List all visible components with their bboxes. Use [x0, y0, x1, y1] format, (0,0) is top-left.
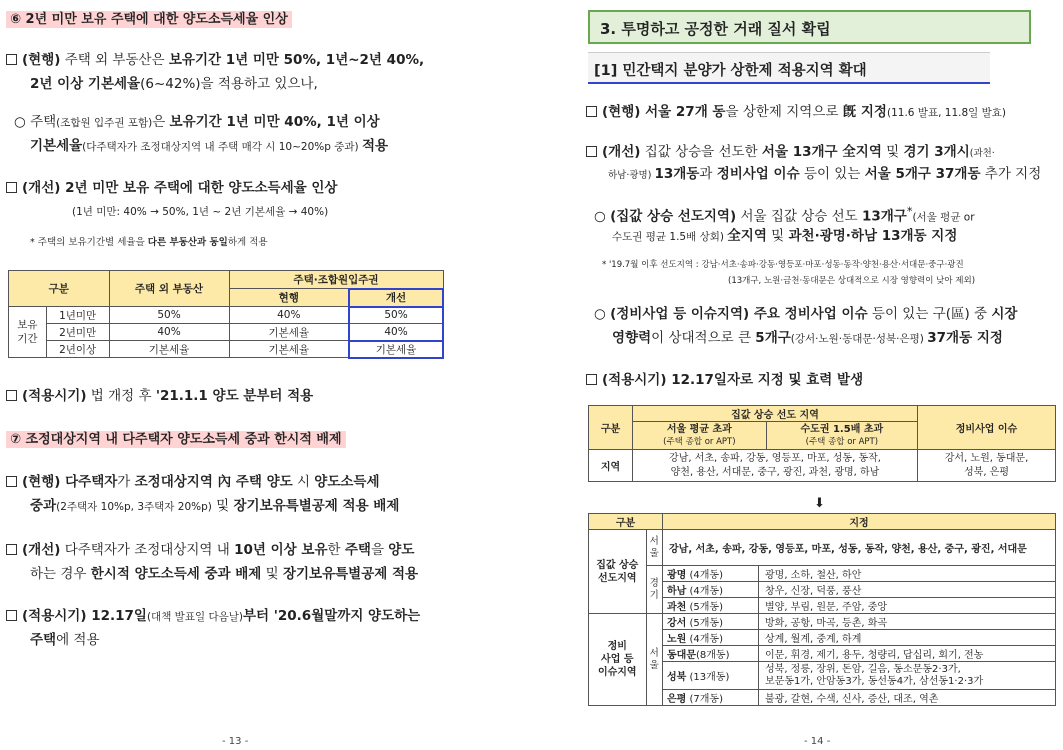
table-header-cell: 정비사업 이슈 — [918, 406, 1056, 450]
text-run: * — [30, 237, 38, 248]
text-run: 다주택자가 조정대상지역 내 — [60, 542, 235, 558]
table-cell — [663, 582, 759, 598]
text-run: ⑦ 조정대상지역 내 다주택자 양도소득세 중과 한시적 배제 — [6, 431, 346, 448]
th-gubun: 구분 — [9, 271, 110, 307]
text-run: 조정대상지역 內 주택 양도 — [134, 474, 293, 490]
r-para-issue-cont — [612, 326, 1003, 351]
text-run: 및 — [881, 144, 904, 160]
text-run: 과천 — [667, 602, 687, 613]
text-run: 全지역 — [727, 228, 767, 244]
text-run: (4개동) — [686, 634, 723, 645]
text-run: (4개동) — [686, 586, 723, 597]
table-cell: 50% — [109, 307, 229, 324]
text-run: 및 — [766, 228, 789, 244]
para-current-cont — [30, 72, 318, 96]
para-improve — [6, 176, 337, 200]
text-run: (현행) 서울 27개 동 — [602, 104, 726, 120]
text-run: 주택 외 부동산은 — [60, 52, 169, 68]
text-run: (현행) — [22, 52, 61, 68]
r-para-lead-cont — [612, 224, 957, 249]
text-run: (7개동) — [686, 694, 723, 705]
text-run: (개선) — [602, 144, 641, 160]
table-row — [589, 614, 1056, 630]
note — [30, 234, 268, 248]
text-run: 노원 — [667, 634, 687, 645]
text-run: 한시적 양도소득세 중과 배제 — [90, 566, 262, 582]
para-multi-current — [6, 470, 380, 494]
table-row — [9, 341, 444, 358]
table-row — [9, 324, 444, 341]
text-run: 37개동 지정 — [927, 330, 1003, 346]
table-row — [589, 566, 1056, 582]
circle-bullet-icon: ○ — [14, 114, 31, 130]
text-run: (5개동) — [686, 618, 723, 629]
text-run: (13개동) — [686, 672, 730, 683]
text-run: (주택 종합 or APT) — [805, 436, 879, 447]
para-multi-improve — [6, 538, 414, 562]
designation-table — [588, 513, 1056, 706]
text-run: 보유기간 1년 미만 50%, 1년~2년 40%, — [168, 52, 425, 68]
table-cell — [663, 630, 759, 646]
text-run: 장기보유특별공제 적용 — [282, 566, 419, 582]
text-run: 10년 이상 보유 — [234, 542, 328, 558]
para-multi-improve-cont — [30, 562, 418, 586]
table-cell — [663, 646, 759, 662]
text-run: 을 — [370, 542, 389, 558]
text-run: 주택의 보유기간별 세율을 — [37, 237, 148, 248]
table-cell: 집값 상승 선도지역 — [589, 530, 647, 614]
table-cell — [663, 690, 759, 706]
text-run: 과 — [699, 166, 717, 182]
text-run: 강서 — [667, 618, 687, 629]
r-note1: * '19.7월 이후 선도지역 : 강남·서초·송파·강동·영등포·마포·성동·동작·양천·용산·서대문·중구·광진 — [602, 260, 964, 270]
para-improve-detail: (1년 미만: 40% → 50%, 1년 ~ 2년 기본세율 → 40%) — [72, 206, 329, 218]
table-cell: 서울 — [646, 530, 662, 566]
text-run: 2년 이상 기본세율 — [30, 76, 141, 92]
table-cell: 방화, 공항, 마곡, 등촌, 화곡 — [759, 614, 1056, 630]
page-number: - 14 - — [804, 736, 831, 747]
table-cell: 서울 — [646, 614, 662, 706]
table-cell: 기본세율 — [229, 341, 349, 358]
para-multi-timing-cont — [30, 628, 100, 652]
table-cell — [663, 598, 759, 614]
para-multi-timing — [6, 604, 420, 629]
text-run: 가 — [117, 474, 135, 490]
text-run: 하남 — [667, 586, 687, 597]
text-run: 시 — [292, 474, 315, 490]
table-header-cell — [766, 422, 917, 450]
text-run: (개선) 2년 미만 보유 주택에 대한 양도소득세율 인상 — [22, 180, 338, 196]
checkbox-bullet-icon — [586, 146, 597, 157]
text-run: 서울 집값 상승 선도 — [736, 208, 862, 225]
text-run: 광명 — [667, 570, 687, 581]
text-run: 다른 부동산과 동일 — [147, 237, 228, 248]
table-cell: 기본세율 — [229, 324, 349, 341]
table-row — [589, 530, 1056, 566]
text-run: 법 개정 후 — [86, 388, 156, 404]
text-run: 추가 지정 — [980, 166, 1042, 182]
table-cell — [663, 662, 759, 690]
text-run: * — [906, 205, 913, 218]
text-run: 등이 있는 — [799, 166, 865, 182]
checkbox-bullet-icon — [6, 544, 17, 555]
text-run: (8개동) — [695, 650, 730, 661]
table-header-cell: 구분 — [589, 406, 633, 450]
text-run: 수도권 평균 1.5배 상회) — [612, 231, 728, 243]
table-cell — [663, 614, 759, 630]
text-run: 적용 — [361, 138, 389, 154]
checkbox-bullet-icon — [586, 106, 597, 117]
text-run: 주택 — [344, 542, 371, 558]
table-cell: 보유 기간 — [9, 307, 47, 358]
text-run: 주택 — [30, 632, 57, 648]
para-timing — [6, 384, 313, 408]
text-run: 은평 — [667, 694, 687, 705]
text-run: (집값 상승 선도지역) — [610, 208, 737, 225]
table-cell: 상계, 월계, 중계, 하계 — [759, 630, 1056, 646]
text-run: 이 상대적으로 큰 — [651, 330, 756, 346]
text-run: 서울 평균 초과 — [666, 423, 732, 435]
th-new: 개선 — [349, 289, 443, 307]
text-run: (대책 발표일 다음날) — [146, 611, 243, 623]
table-cell: 기본세율 — [349, 341, 443, 358]
table-cell: 이문, 휘경, 제기, 용두, 청량리, 답십리, 회기, 전농 — [759, 646, 1056, 662]
text-run: 및 — [261, 566, 283, 582]
text-run: 하는 경우 — [30, 566, 91, 582]
th-current: 현행 — [229, 289, 349, 307]
section-title: 3. 투명하고 공정한 거래 질서 확립 — [588, 10, 1031, 44]
table-cell: 정비 사업 등 이슈지역 — [589, 614, 647, 706]
text-run: 과천·광명·하남 13개동 지정 — [788, 228, 958, 244]
text-run: 기본세율 — [30, 138, 83, 154]
checkbox-bullet-icon — [586, 374, 597, 385]
text-run: (5개동) — [686, 602, 723, 613]
table-row — [9, 307, 444, 324]
region-table — [588, 405, 1056, 482]
table-cell: 별양, 부림, 원문, 주암, 중앙 — [759, 598, 1056, 614]
text-run: 을 상한제 지역으로 — [725, 104, 843, 120]
text-run: 부터 '20.6월말까지 양도하는 — [242, 608, 421, 624]
table-header-cell: 구분 — [589, 514, 663, 530]
table-cell: 강서, 노원, 동대문, 성북, 은평 — [918, 450, 1056, 482]
text-run: 13개동 — [654, 166, 700, 182]
text-run: 성북 — [667, 672, 687, 683]
text-run: (11.6 발표, 11.8일 발효) — [886, 107, 1007, 119]
text-run: (4개동) — [686, 570, 723, 581]
text-run: 에 적용 — [56, 632, 100, 648]
text-run: 수도권 1.5배 초과 — [800, 423, 884, 435]
text-run: 경기 3개시 — [903, 144, 970, 160]
text-run: 양도 — [388, 542, 415, 558]
text-run: 정비사업 이슈 — [716, 166, 800, 182]
table-cell: 불광, 갈현, 수색, 신사, 증산, 대조, 역촌 — [759, 690, 1056, 706]
text-run: 13개구 — [861, 208, 907, 225]
text-run: 하남·광명) — [608, 170, 655, 181]
table-cell: 창우, 신장, 덕풍, 풍산 — [759, 582, 1056, 598]
r-para-improve-cont — [608, 162, 1041, 188]
text-run: (2주택자 10%p, 3주택자 20%p) — [56, 501, 212, 513]
table-row — [589, 450, 1056, 482]
checkbox-bullet-icon — [6, 476, 17, 487]
para-house-cont — [30, 134, 388, 159]
text-run: (6~42%)을 적용하고 있으나, — [140, 76, 318, 92]
text-run: (주택 종합 or APT) — [663, 436, 736, 447]
text-run: 및 — [211, 498, 234, 514]
text-run: 영향력 — [612, 330, 652, 346]
table-cell: 50% — [349, 307, 443, 324]
checkbox-bullet-icon — [6, 390, 17, 401]
table-cell: 1년미만 — [46, 307, 109, 324]
table-cell: 지역 — [589, 450, 633, 482]
text-run: 하게 적용 — [227, 237, 268, 248]
text-run: 旣 지정 — [842, 104, 887, 120]
heading-7 — [6, 428, 346, 447]
table-cell — [663, 566, 759, 582]
text-run: 5개구 — [755, 330, 791, 346]
text-run: 양도소득세 — [314, 474, 380, 490]
para-multi-current-cont — [30, 494, 399, 519]
text-run: (서울 평균 or — [912, 211, 975, 224]
table-cell: 2년미만 — [46, 324, 109, 341]
text-run: (조합원 입주권 포함) — [56, 117, 153, 129]
table-header-cell: 지정 — [663, 514, 1056, 530]
table-cell: 40% — [349, 324, 443, 341]
r-note2: (13개구, 노원·금천·동대문은 상대적으로 시장 영향력이 낮아 제외) — [728, 276, 976, 286]
table-cell: 40% — [229, 307, 349, 324]
table-cell: 강남, 서초, 송파, 강동, 영등포, 마포, 성동, 동작, 양천, 용산, 중구, 광진, 서대문 — [663, 530, 1056, 566]
table-cell: 성북, 정릉, 장위, 돈암, 길음, 동소문동2·3가, 보문동1가, 안암동3가, 동선동4가, 삼선동1·2·3가 — [759, 662, 1056, 690]
table-header-cell — [633, 422, 767, 450]
right-page — [580, 0, 1063, 750]
page-number: - 13 - — [222, 736, 249, 747]
tax-rate-table — [8, 270, 444, 359]
r-para-current — [586, 100, 1006, 125]
text-run: 시장 — [991, 306, 1018, 322]
text-run: (적용시기) 12.17일 — [22, 608, 147, 624]
text-run: (과천· — [969, 148, 995, 159]
down-arrow-icon: ⬇ — [814, 496, 825, 511]
text-run: 집값 상승을 선도한 — [640, 144, 762, 160]
th-house: 주택·조합원입주권 — [229, 271, 443, 289]
text-run: (적용시기) 12.17일자로 지정 및 효력 발생 — [602, 372, 864, 388]
r-para-issue — [594, 302, 1017, 326]
r-para-timing — [586, 368, 863, 392]
table-cell: 경기 — [646, 566, 662, 614]
text-run: 동대문 — [667, 650, 696, 661]
text-run: (개선) — [22, 542, 61, 558]
text-run: 장기보유특별공제 적용 배제 — [233, 498, 400, 514]
text-run: ⑥ 2년 미만 보유 주택에 대한 양도소득세율 인상 — [6, 11, 292, 28]
text-run: (정비사업 등 이슈지역) 주요 정비사업 이슈 — [610, 306, 868, 322]
table-cell: 40% — [109, 324, 229, 341]
text-run: (현행) 다주택자 — [22, 474, 118, 490]
table-cell: 2년이상 — [46, 341, 109, 358]
text-run: 서울 5개구 37개동 — [864, 166, 981, 182]
table-header-cell: 집값 상승 선도 지역 — [633, 406, 918, 422]
text-run: 등이 있는 구(區) 중 — [867, 306, 992, 322]
text-run: '21.1.1 양도 분부터 적용 — [155, 388, 314, 404]
text-run: 한 — [327, 542, 345, 558]
text-run: (강서·노원·동대문·성북·은평) — [790, 333, 928, 345]
table-cell: 강남, 서초, 송파, 강동, 영등포, 마포, 성동, 동작, 양천, 용산, 서대문, 중구, 광진, 과천, 광명, 하남 — [633, 450, 918, 482]
text-run: 중과 — [30, 498, 57, 514]
sub-title: [1] 민간택지 분양가 상한제 적용지역 확대 — [588, 52, 990, 84]
checkbox-bullet-icon — [6, 54, 17, 65]
checkbox-bullet-icon — [6, 610, 17, 621]
table-cell: 광명, 소하, 철산, 하안 — [759, 566, 1056, 582]
para-house — [14, 110, 380, 135]
text-run: 은 — [152, 114, 170, 130]
checkbox-bullet-icon — [6, 182, 17, 193]
table-cell: 기본세율 — [109, 341, 229, 358]
text-run: 보유기간 1년 미만 40%, 1년 이상 — [169, 114, 380, 130]
text-run: 서울 13개구 全지역 — [761, 144, 882, 160]
th-other: 주택 외 부동산 — [109, 271, 229, 307]
text-run: (다주택자가 조정대상지역 내 주택 매각 시 10~20%p 중과) — [82, 141, 362, 153]
text-run: (적용시기) — [22, 388, 87, 404]
left-page — [0, 0, 510, 750]
circle-bullet-icon: ○ — [594, 208, 611, 225]
circle-bullet-icon: ○ — [594, 306, 611, 322]
heading-6 — [6, 8, 292, 27]
text-run: 주택 — [30, 114, 57, 130]
para-current — [6, 48, 424, 72]
